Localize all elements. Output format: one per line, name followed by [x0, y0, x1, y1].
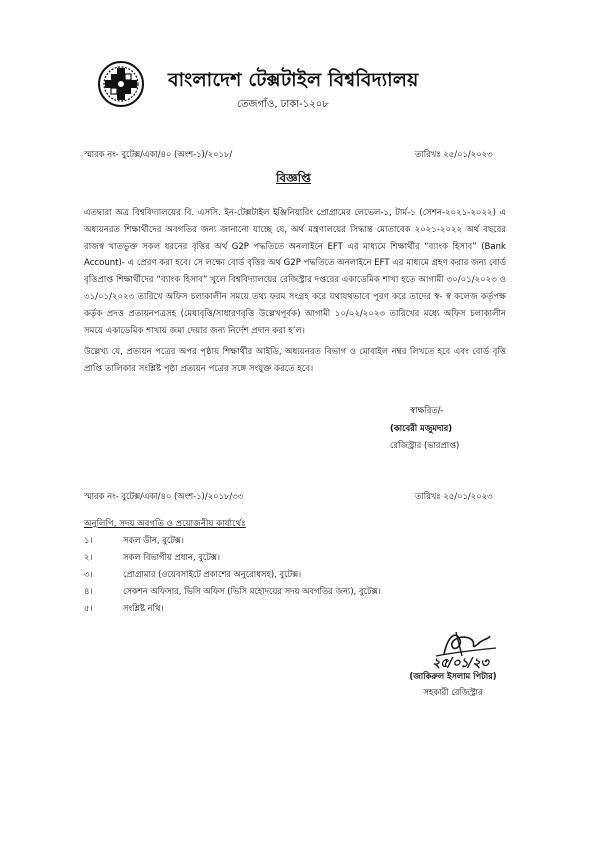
memo-date-bottom: তারিখঃ ২৫/০১/২০২৩	[415, 491, 493, 501]
memo-reference-bottom: স্মারক নং- বুটেক্স/একা/৪০ (অংশ-১)/২০১৮/৩৩	[84, 491, 244, 501]
copy-list-number: ৪।	[84, 586, 93, 596]
memo-reference-top: স্মারক নং- বুটেক্স/একা/৪০ (অংশ-১)/২০১৮/	[84, 149, 233, 159]
copy-list-item	[84, 585, 381, 599]
copy-list-item	[84, 534, 184, 548]
signatory-2-block	[388, 668, 518, 700]
copy-list-text: সেকশন অফিসার, ভিসি অফিস (ভিসি মহোদয়ের সদয় অবগতির জন্য), বুটেক্স।	[123, 586, 381, 596]
copy-list-number: ২।	[84, 552, 93, 562]
copy-list-item	[84, 568, 301, 582]
copy-list-text: সকল বিভাগীয় প্রধান, বুটেক্স।	[123, 552, 220, 562]
notice-paragraph-2: উল্লেখ্য যে, প্রত্যয়ন পত্রের অপর পৃষ্ঠায় শিক্ষার্থীর আইডি, অধ্যয়নরত বিভাগ ও মোবাইল নম্বর লিখতে হবে এবং বোর্ড বৃত্তি প্রাপ্তি তালিকার সংশ্লিষ্ট পৃষ্ঠা প্রত্যয়ন পত্রের সঙ্গে সংযুক্ত করতে হবে।	[84, 347, 506, 374]
university-name: বাংলাদেশ টেক্সটাইল বিশ্ববিদ্যালয়	[168, 69, 419, 91]
memo-date-top: তারিখঃ ২৫/০১/২০২৩	[415, 149, 493, 159]
signed-mark: স্বাক্ষরিত/-	[410, 405, 444, 415]
handwritten-date: ২৫/০১/২৩	[432, 656, 489, 671]
signatory-1-name: (কাবেরী মজুমদার)	[390, 423, 453, 433]
signatory-1-designation: রেজিস্ট্রার (ভারপ্রাপ্ত)	[390, 440, 460, 450]
copy-list-number: ৩।	[84, 569, 93, 579]
notice-paragraph-1: এতদ্বারা অত্র বিশ্ববিদ্যালয়ের বি. এসসি. ইন-টেক্সটাইল ইঞ্জিনিয়ারিং প্রোগ্রামের লেভেল-১, টার্ম-১ (সেশন-২০২১-২০২২) এ অধ্যয়নরত শিক্ষার্থীদের অবগতির জন্য জানানো যাচ্ছে যে, অর্থ মন্ত্রণালয়ের সিদ্ধান্ত মোতাবেক ২০২১-২০২২ অর্থ বছরের রাজস্ব খাতভুক্ত সকল ধরনের বৃত্তির অর্থ G2P পদ্ধতিতে অনলাইনে EFT এর মাধ্যমে শিক্ষার্থীর “ব্যাংক হিসাব” (Bank Account)- এ প্রেরণ করা হবে। সে লক্ষ্যে বোর্ড বৃত্তির অর্থ G2P পদ্ধতিতে অনলাইনে EFT এর মাধ্যমে গ্রহণ করার জন্য বোর্ড বৃত্তিপ্রাপ্ত শিক্ষার্থীদের “ব্যাংক হিসাব” খুলে বিশ্ববিদ্যালয়ের রেজিস্ট্রার দপ্তরের একাডেমিক শাখা হতে আগামী ৩০/০১/২০২৩ ও ৩১/০১/২০২৩ তারিখে অফিস চলাকালীন সময়ে তথ্য ফরম সংগ্রহ করে যথাযথভাবে পূরণ করে তাদের স্ব- স্ব কলেজ কর্তৃপক্ষ কর্তৃক প্রদত্ত প্রত্যয়নপত্রসহ (মেধাবৃত্তি/সাধারণবৃত্তি উল্লেখপূর্বক) আগামী ১০/০২/২০২৩ তারিখের মধ্যে অফিস চলাকালীন সময়ে একাডেমিক শাখায় জমা দেয়ার জন্য নির্দেশ প্রদান করা হ’ল।	[84, 208, 506, 336]
copy-list-number: ৫।	[84, 603, 93, 613]
handwritten-signature	[426, 626, 506, 670]
copy-list-text: সকল ডীন, বুটেক্স।	[123, 535, 184, 545]
notice-title: বিজ্ঞপ্তি	[276, 171, 311, 185]
copy-list-item	[84, 602, 164, 616]
copy-list-heading: অনুলিপি, সদয় অবগতি ও প্রয়োজনীয় কার্যার্থেঃ	[84, 519, 246, 529]
signatory-2-designation: সহকারী রেজিস্ট্রার	[423, 687, 483, 697]
university-seal-icon	[97, 60, 145, 108]
signatory-2-name: (জাকিরুল ইসলাম পিটার)	[409, 671, 497, 681]
copy-list-text: প্রোগ্রামার (ওয়েবসাইটে প্রকাশের অনুরোধসহ), বুটেক্স।	[123, 569, 302, 579]
copy-list-number: ১।	[84, 535, 93, 545]
copy-list-text: সংশ্লিষ্ট নথি।	[123, 603, 164, 613]
copy-list-item	[84, 551, 220, 565]
university-address: তেজগাঁও, ঢাকা-১২০৮	[237, 99, 329, 110]
